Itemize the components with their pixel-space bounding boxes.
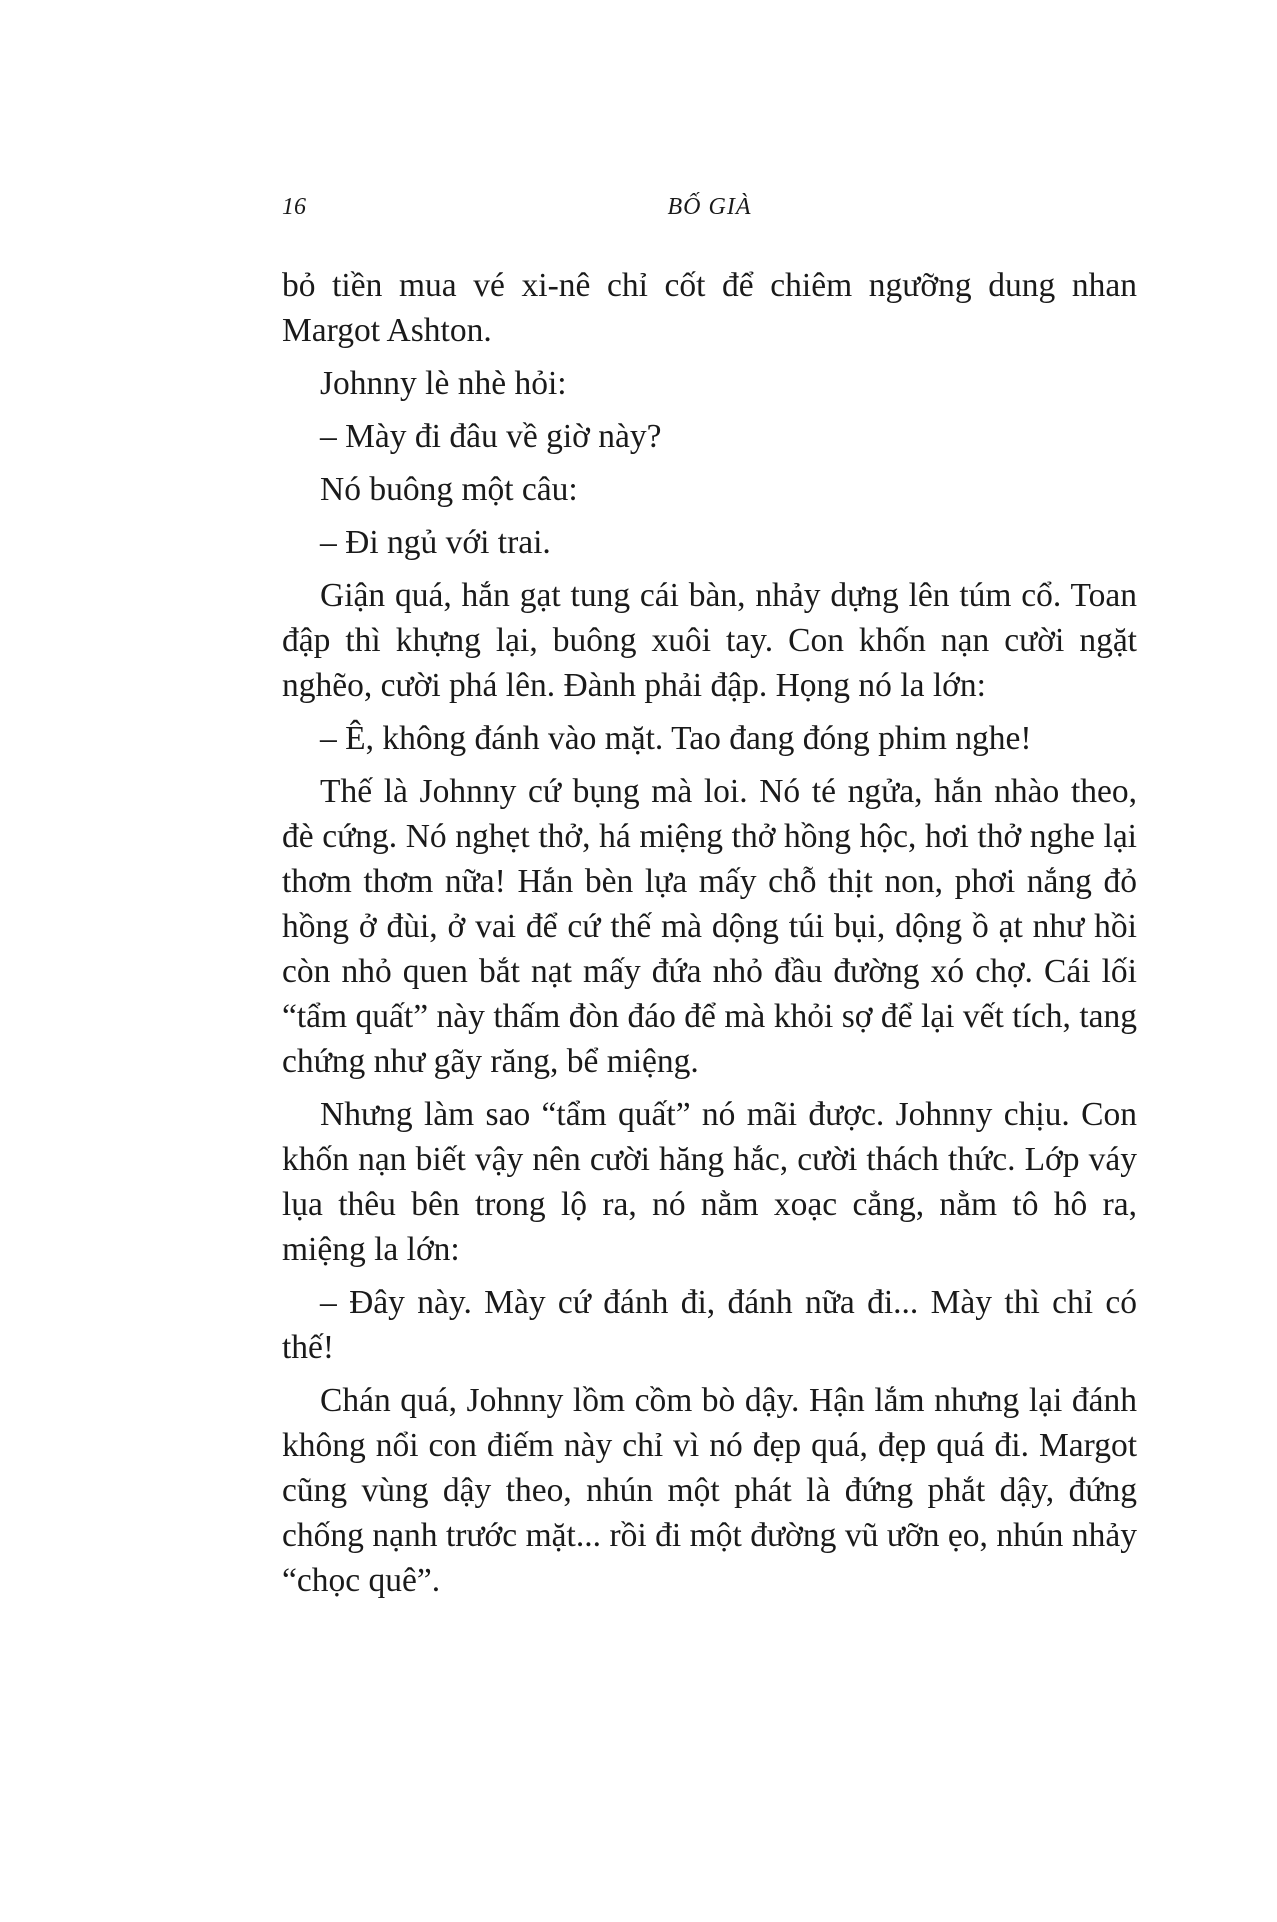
dialogue-line: – Đây này. Mày cứ đánh đi, đánh nữa đi... Mày thì chỉ có thế! (282, 1284, 1137, 1366)
running-header (282, 194, 1137, 224)
page-number: 16 (282, 194, 306, 220)
paragraph: Nó buông một câu: (320, 471, 578, 508)
book-title: BỐ GIÀ (667, 194, 752, 220)
paragraph: Thế là Johnny cứ bụng mà loi. Nó té ngửa, hắn nhào theo, đè cứng. Nó nghẹt thở, há miệng thở hồng hộc, hơi thở nghe lại thơm thơm nữa! Hắn bèn lựa mấy chỗ thịt non, phơi nắng đỏ hồng ở đùi, ở vai để cứ thế mà dộng túi bụi, dộng ồ ạt như hồi còn nhỏ quen bắt nạt mấy đứa nhỏ đầu đường xó chợ. Cái lối “tẩm quất” này thấm đòn đáo để mà khỏi sợ để lại vết tích, tang chứng như gãy răng, bể miệng. (282, 773, 1137, 1080)
dialogue-line: – Mày đi đâu về giờ này? (320, 418, 662, 455)
paragraph: Chán quá, Johnny lồm cồm bò dậy. Hận lắm nhưng lại đánh không nổi con điếm này chỉ vì nó đẹp quá, đẹp quá đi. Margot cũng vùng dậy theo, nhún một phát là đứng phắt dậy, đứng chống nạnh trước mặt... rồi đi một đường vũ ưỡn ẹo, nhún nhảy “chọc quê”. (282, 1382, 1137, 1599)
paragraph: Nhưng làm sao “tẩm quất” nó mãi được. Johnny chịu. Con khốn nạn biết vậy nên cười hăng hắc, cười thách thức. Lớp váy lụa thêu bên trong lộ ra, nó nằm xoạc cẳng, nằm tô hô ra, miệng la lớn: (282, 1096, 1137, 1268)
body-text (282, 263, 1137, 1611)
paragraph: Giận quá, hắn gạt tung cái bàn, nhảy dựng lên túm cổ. Toan đập thì khựng lại, buông xuôi tay. Con khốn nạn cười ngặt nghẽo, cười phá lên. Đành phải đập. Họng nó la lớn: (282, 577, 1137, 704)
paragraph: bỏ tiền mua vé xi-nê chỉ cốt để chiêm ngưỡng dung nhan Margot Ashton. (282, 267, 1137, 349)
dialogue-line: – Ê, không đánh vào mặt. Tao đang đóng phim nghe! (320, 720, 1032, 757)
paragraph: Johnny lè nhè hỏi: (320, 365, 567, 402)
dialogue-line: – Đi ngủ với trai. (320, 524, 551, 561)
